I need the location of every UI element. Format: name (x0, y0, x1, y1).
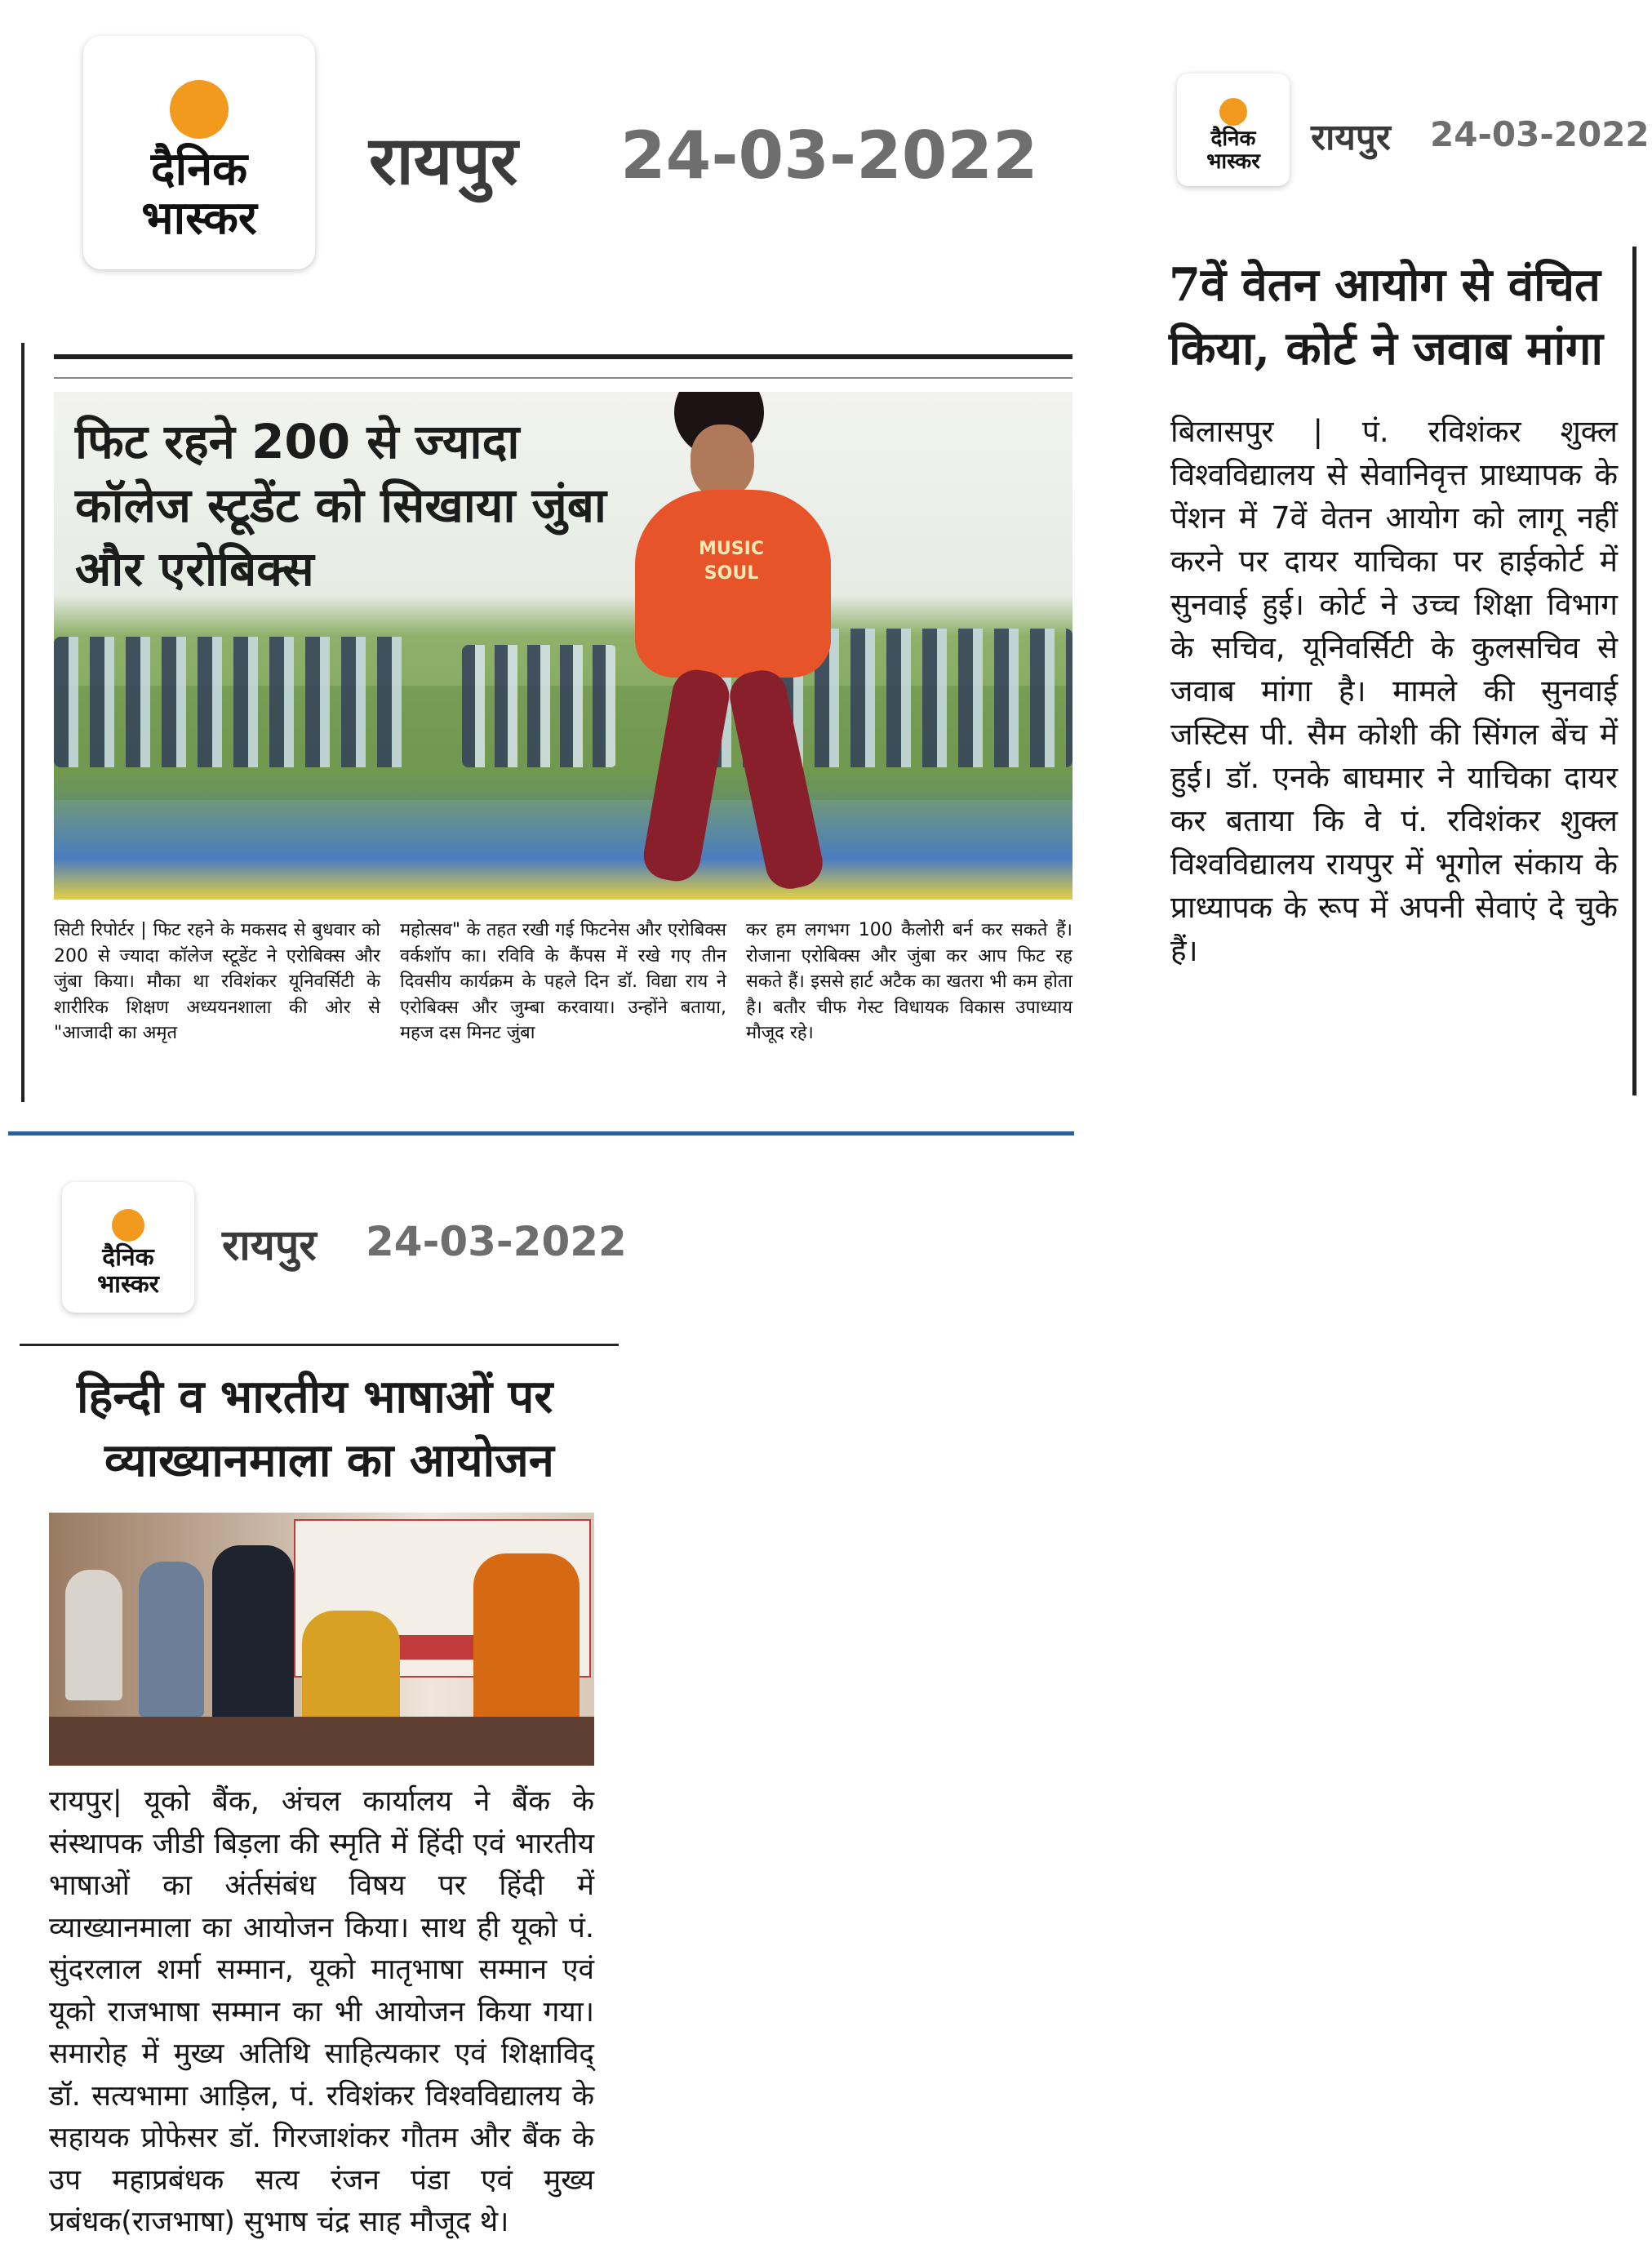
clip2-city: रायपुर (1311, 117, 1391, 158)
clip1-left-rule (21, 343, 24, 1102)
instructor-face (691, 424, 754, 498)
tshirt-text: MUSIC SOUL (699, 539, 764, 584)
clip1-col-2: महोत्सव" के तहत रखी गई फिटनेस और एरोबिक्स वर्कशॉप का। रविवि के कैंपस में रखे गए तीन दिवसीय कार्यक्रम के पहले दिन डॉ. विद्या राय ने एरोबिक्स और जुम्बा करवाया। उन्होंने बताया, महज दस मिनट जुंबा (400, 920, 726, 1043)
clip2-right-rule (1632, 247, 1636, 1095)
clip1-city: रायपुर (369, 122, 518, 200)
logo-line-1: दैनिक (150, 143, 248, 196)
clip2-headline-line-1: 7वें वेतन आयोग से वंचित (1169, 258, 1601, 312)
clip2-body: बिलासपुर | पं. रविशंकर शुक्ल विश्वविद्यालय से सेवानिवृत्त प्राध्यापक के पेंशन में 7वें वेतन आयोग को लागू नहीं करने पर दायर याचिका पर हाईकोर्ट में सुनवाई हुई। कोर्ट ने उच्च शिक्षा विभाग के सचिव, यूनिवर्सिटी के कुलसचिव से जवाब मांगा है। मामले की सुनवाई जस्टिस पी. सैम कोशी की सिंगल बेंच में हुई। डॉ. एनके बाघमार ने याचिका दायर कर बताया कि वे पं. रविशंकर शुक्ल विश्वविद्यालय रायपुर में भूगोल संकाय के प्राध्यापक के रूप में अपनी सेवाएं दे चुके हैं। (1170, 414, 1618, 968)
clip1-date: 24-03-2022 (620, 118, 1038, 193)
clip1-top-rule (54, 354, 1072, 359)
sun-icon (170, 80, 229, 139)
sun-icon (112, 1209, 144, 1242)
clip3-city: रायपुर (222, 1221, 317, 1270)
clip1-headline: फिट रहने 200 से ज्यादा कॉलेज स्टूडेंट को सिखाया जुंबा और एरोबिक्स (75, 414, 606, 597)
clip2-headline-line-2: किया, कोर्ट ने जवाब मांगा (1169, 322, 1603, 376)
dainik-bhaskar-logo-small (1177, 73, 1290, 186)
logo-line-2: भास्कर (1206, 149, 1260, 174)
clip1-bottom-rule (8, 1131, 1074, 1135)
dainik-bhaskar-logo-medium (62, 1182, 194, 1313)
students-left (54, 637, 413, 767)
person-2 (139, 1562, 204, 1717)
zumba-photo (54, 392, 1072, 900)
sun-icon (1219, 98, 1247, 126)
clip2-date: 24-03-2022 (1430, 114, 1650, 154)
clip1-col-1: सिटी रिपोर्टर | फिट रहने के मकसद से बुधवार को 200 से ज्यादा कॉलेज स्टूडेंट ने एरोबिक्स और जुंबा किया। मौका था रविशंकर यूनिवर्सिटी के शारीरिक शिक्षण अध्ययनशाला की ओर से "आजादी का अमृत (54, 920, 380, 1043)
person-1 (65, 1570, 122, 1700)
dainik-bhaskar-logo (83, 36, 315, 269)
logo-line-1: दैनिक (102, 1243, 154, 1272)
clip1-thin-rule (54, 377, 1072, 379)
clip3-top-rule (20, 1344, 619, 1346)
students-middle (462, 645, 617, 767)
lecture-event-photo (49, 1513, 594, 1766)
logo-line-1: दैनिक (1210, 127, 1256, 151)
clip3-headline-line-2: व्याख्यानमाला का आयोजन (104, 1433, 554, 1487)
clip3-date: 24-03-2022 (366, 1218, 627, 1265)
clip1-col-3: कर हम लगभग 100 कैलोरी बर्न कर सकते हैं। रोजाना एरोबिक्स और जुंबा कर आप फिट रह सकते हैं। इससे हार्ट अटैक का खतरा भी कम होता है। बतौर चीफ गेस्ट विधायक विकास उपाध्याय मौजूद रहे। (746, 920, 1072, 1043)
clip3-headline-line-1: हिन्दी व भारतीय भाषाओं पर (77, 1370, 553, 1424)
clip3-body: रायपुर| यूको बैंक, अंचल कार्यालय ने बैंक के संस्थापक जीडी बिड़ला की स्मृति में हिंदी एवं भारतीय भाषाओं का अंर्तसंबंध विषय पर हिंदी में व्याख्यानमाला का आयोजन किया। साथ ही यूको पं. सुंदरलाल शर्मा सम्मान, यूको मातृभाषा सम्मान एवं यूको राजभाषा सम्मान का भी आयोजन किया गया। समारोह में मुख्य अतिथि साहित्यकार एवं शिक्षाविद् डॉ. सत्यभामा आड़िल, पं. रविशंकर विश्वविद्यालय के सहायक प्रोफेसर डॉ. गिरजाशंकर गौतम और बैंक के उप महाप्रबंधक सत्य रंजन पंडा एवं मुख्य प्रबंधक(राजभाषा) सुभाष चंद्र साह मौजूद थे। (49, 1785, 594, 2238)
person-3 (212, 1545, 294, 1733)
table (49, 1717, 594, 1766)
logo-line-2: भास्कर (141, 192, 257, 245)
logo-line-2: भास्कर (97, 1270, 159, 1299)
